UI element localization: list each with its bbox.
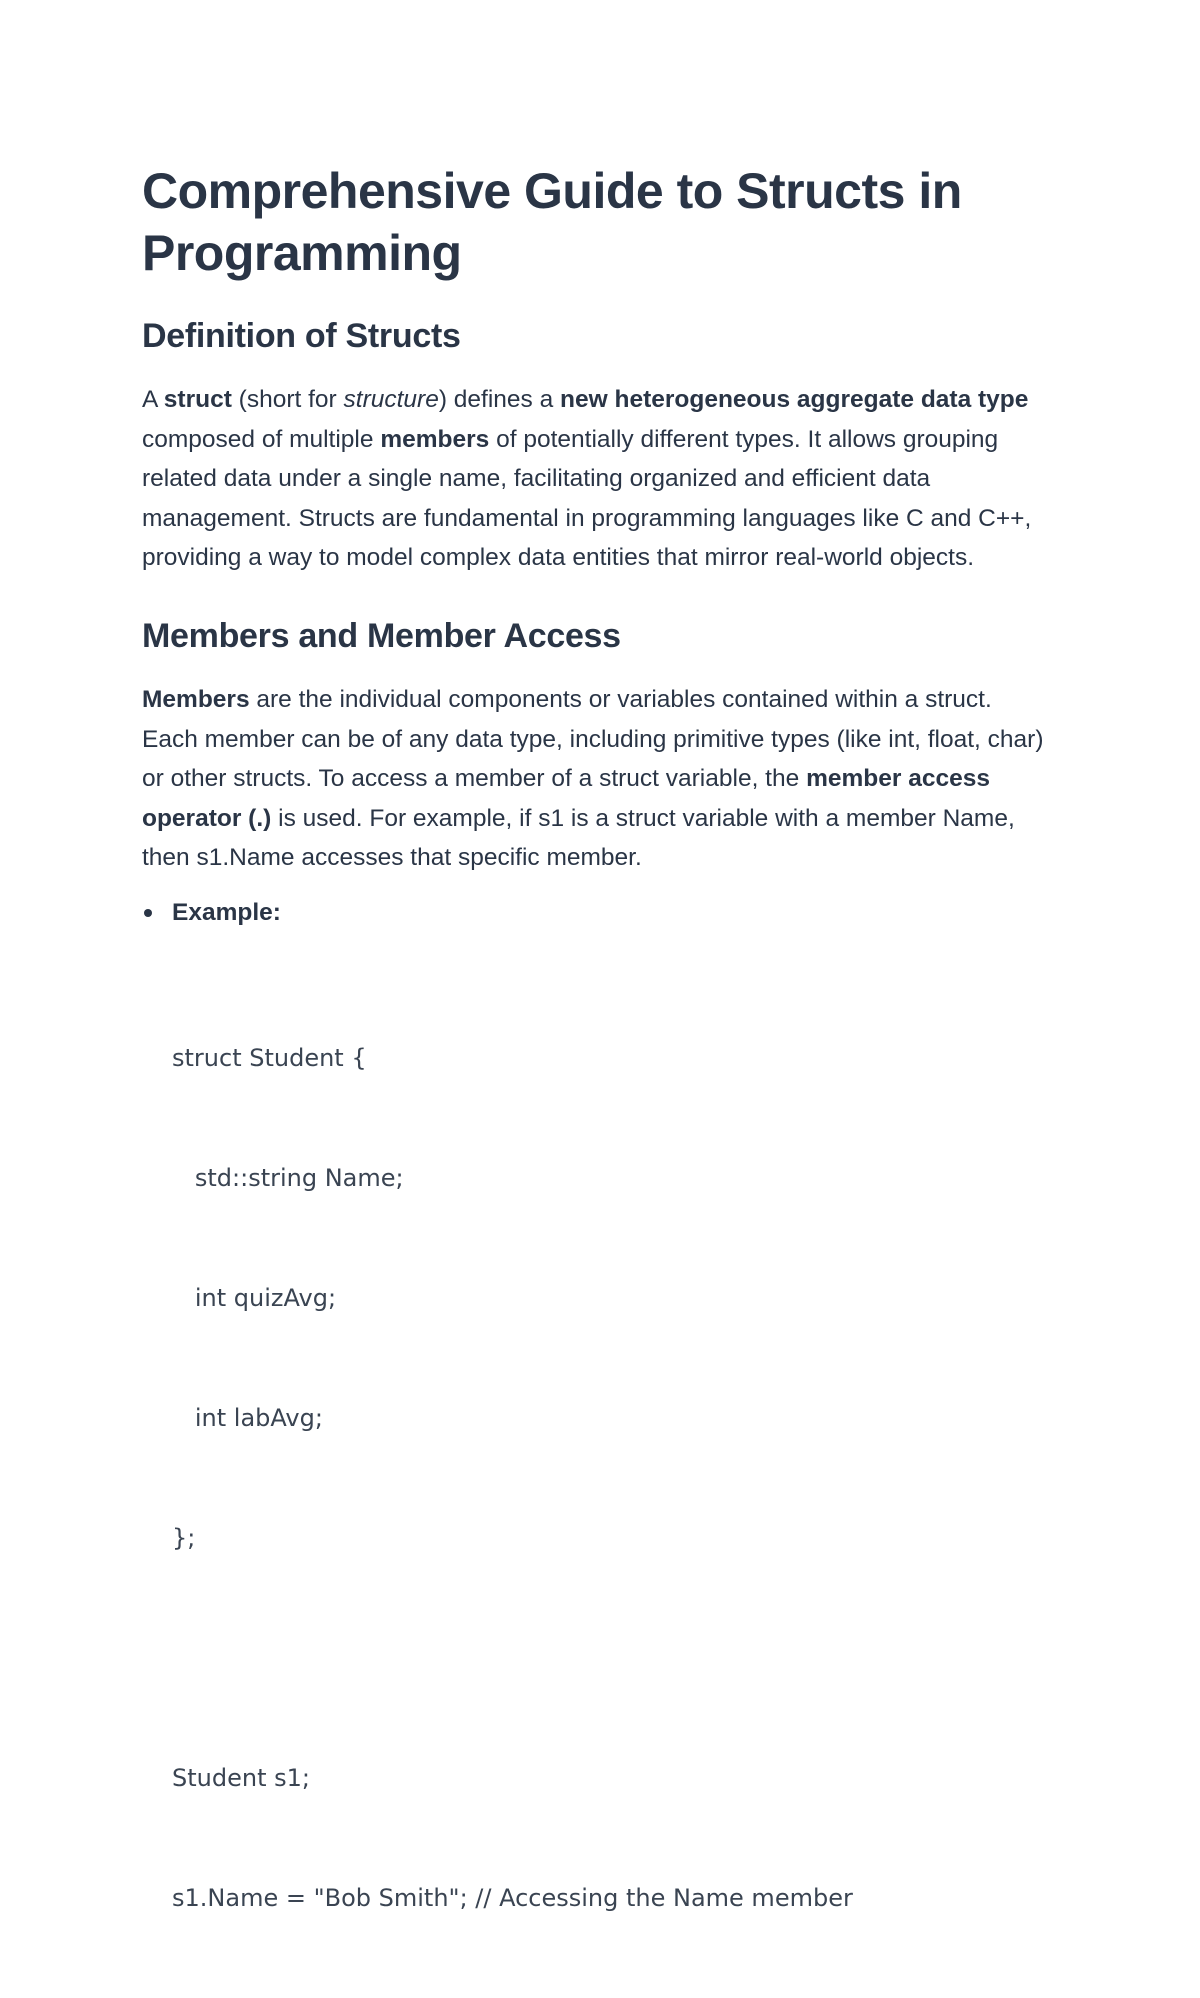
bullet-label: Example: bbox=[172, 898, 281, 926]
code-line bbox=[172, 1638, 1052, 1678]
section-heading-definition: Definition of Structs bbox=[142, 317, 461, 355]
section-heading-members: Members and Member Access bbox=[142, 616, 621, 655]
code-line: std::string Name; bbox=[172, 1163, 404, 1192]
text-run: A bbox=[142, 386, 164, 413]
document-page bbox=[142, 160, 1052, 1998]
bold-term: new heterogeneous aggregate data type bbox=[560, 386, 1029, 413]
bold-term: Members bbox=[142, 685, 250, 713]
bold-term: member access operator (.) bbox=[142, 765, 990, 832]
code-line: s1.Name = "Bob Smith"; // Accessing the Name member bbox=[172, 1883, 853, 1912]
text-run: composed of multiple bbox=[142, 425, 381, 453]
text-run: (short for bbox=[231, 386, 344, 413]
code-line: struct Student { bbox=[172, 1043, 367, 1072]
text-run: ) defines a bbox=[438, 386, 561, 413]
bold-term: members bbox=[380, 425, 490, 453]
code-line: Student s1; bbox=[172, 1763, 310, 1792]
page-title: Comprehensive Guide to Structs in Programming bbox=[142, 163, 962, 281]
code-line: int labAvg; bbox=[172, 1403, 323, 1432]
bullet-dot-icon bbox=[144, 909, 152, 917]
text-run: is used. For example, if s1 is a struct variable with a member Name, then s1.Name accesses that specific member. bbox=[142, 804, 1015, 872]
bullet-list bbox=[142, 896, 1052, 930]
text-run: of potentially different types. It allows grouping related data under a single name, facilitating organized and efficient data management. Structs are fundamental in programming languages like C and C++, providing a way to model complex data entities that mirror real-world objects. bbox=[142, 425, 1032, 572]
code-block bbox=[172, 958, 1052, 1998]
list-item bbox=[142, 896, 1052, 930]
bold-term: struct bbox=[163, 386, 232, 413]
text-run: are the individual components or variables contained within a struct. Each member can be of any data type, including primitive types (like int, float, char) or other structs. To access a member of a struct variable, the bbox=[142, 685, 1044, 793]
italic-term: structure bbox=[343, 386, 439, 413]
definition-paragraph bbox=[142, 380, 1052, 578]
code-line: }; bbox=[172, 1523, 196, 1552]
members-paragraph bbox=[142, 680, 1052, 878]
code-line: int quizAvg; bbox=[172, 1283, 337, 1312]
